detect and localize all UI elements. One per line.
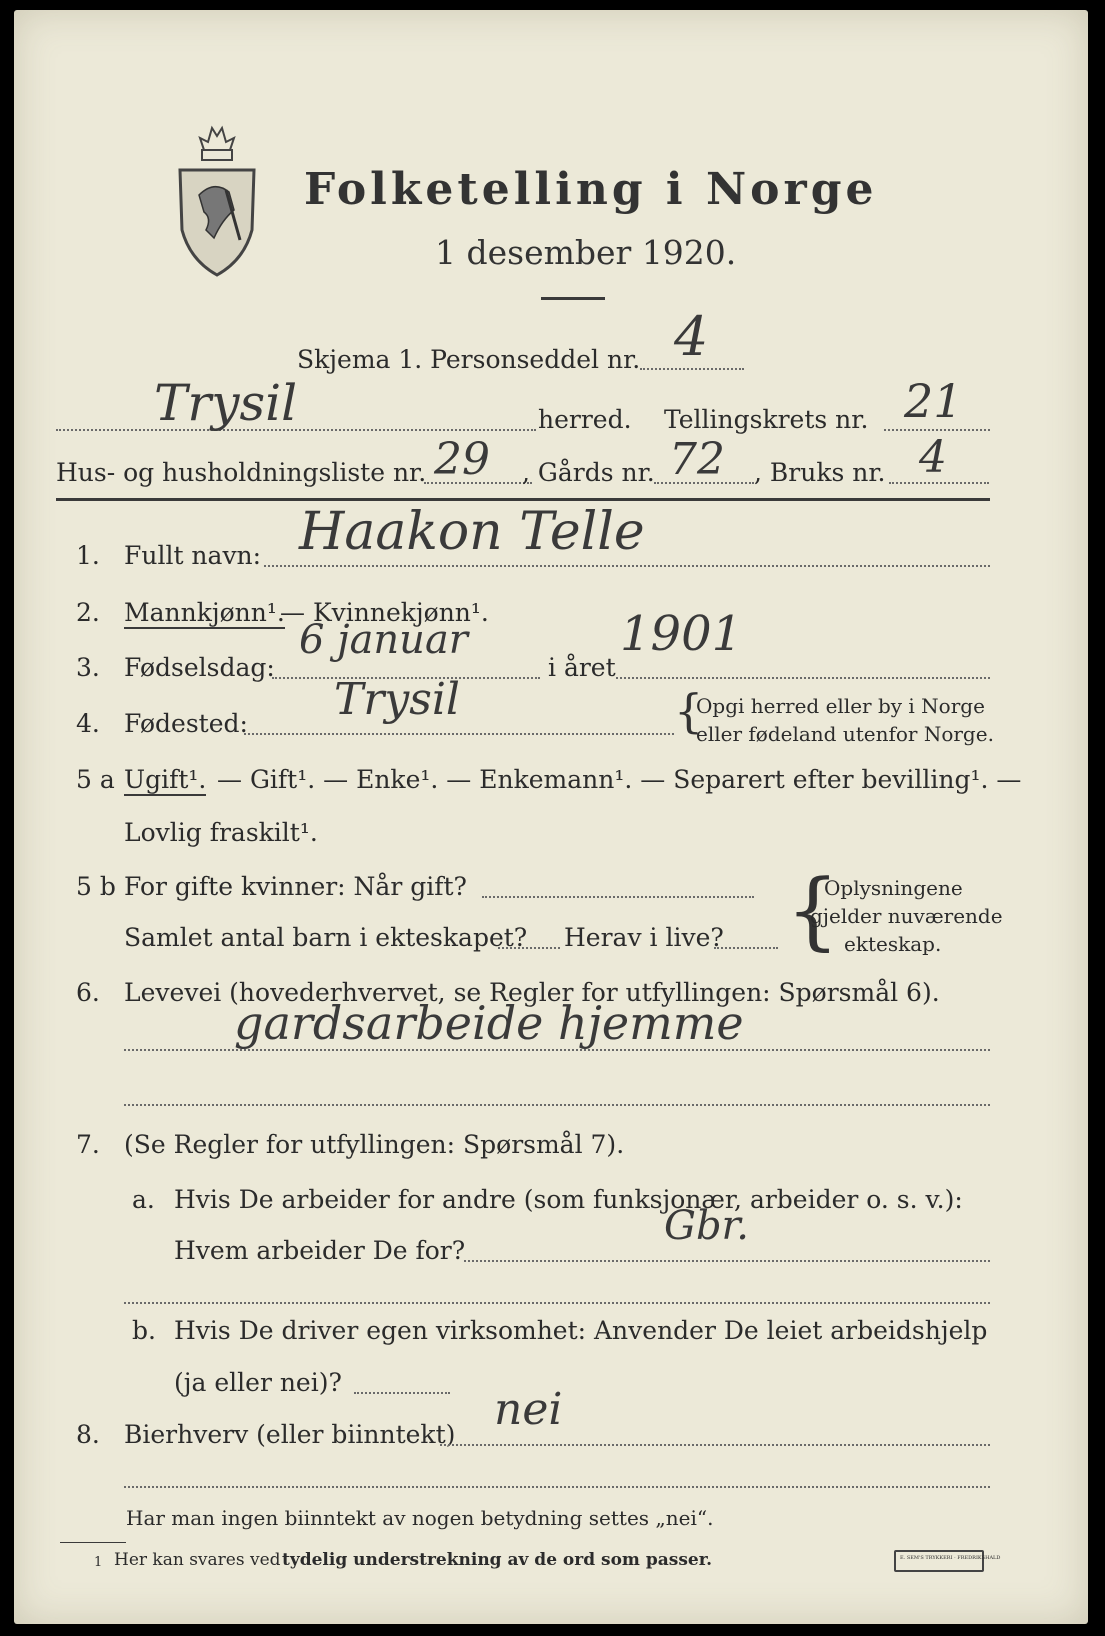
side-income-value: nei: [494, 1384, 563, 1435]
q5a-fraskilt: Lovlig fraskilt¹.: [124, 818, 318, 847]
census-form-sheet: [14, 10, 1088, 1624]
footnote-rule: [60, 1542, 126, 1543]
q8-label: Bierhverv (eller biinntekt): [124, 1420, 456, 1449]
q5b-nar-gift: For gifte kvinner: Når gift?: [124, 872, 467, 901]
herred-label: herred.: [538, 405, 632, 434]
q8-number: 8.: [76, 1420, 100, 1449]
footnote-bold-text: tydelig understrekning av de ord som passer.: [282, 1550, 713, 1570]
q5b-i-live-line: [714, 947, 778, 949]
q5b-antal-barn-line: [498, 947, 560, 949]
coat-of-arms-icon: [174, 120, 260, 280]
q7a-letter: a.: [132, 1185, 155, 1214]
q6-number: 6.: [76, 978, 100, 1007]
bruks-label: , Bruks nr.: [754, 458, 886, 487]
q5b-number: 5 b: [76, 872, 116, 901]
q1-line: [264, 565, 990, 567]
q7a-line-2: Hvem arbeider De for?: [174, 1236, 466, 1265]
q3-year-label: i året: [548, 653, 616, 682]
q5b-note-1: Oplysningene: [824, 876, 963, 900]
q2-number: 2.: [76, 598, 100, 627]
occupation-value: gardsarbeide hjemme: [234, 996, 744, 1050]
q5a-ugift: Ugift¹.: [124, 765, 207, 794]
bruks-value: 4: [919, 432, 947, 483]
birthyear-value: 1901: [620, 606, 743, 662]
q7b-line: [354, 1392, 450, 1394]
q4-brace: {: [674, 684, 704, 738]
census-date: 1 desember 1920.: [435, 233, 737, 272]
q1-label: Fullt navn:: [124, 541, 262, 570]
q5a-number: 5 a: [76, 765, 115, 794]
q7a-line: [464, 1260, 990, 1262]
q6-line-2: [124, 1104, 990, 1106]
header-separator: [56, 498, 990, 501]
hus-value: 29: [434, 434, 490, 485]
employer-value: Gbr.: [664, 1203, 749, 1249]
footer-note: Har man ingen biinntekt av nogen betydning settes „nei“.: [126, 1506, 714, 1530]
q2-mannkjonn: Mannkjønn¹.: [124, 598, 285, 627]
title-divider: [541, 297, 605, 300]
q2-kvinnekjonn: — Kvinnekjønn¹.: [280, 598, 489, 627]
tellingskrets-line: [884, 429, 990, 431]
form-title: Folketelling i Norge: [304, 164, 878, 215]
q4-note-2: eller fødeland utenfor Norge.: [696, 722, 994, 746]
q7b-letter: b.: [132, 1316, 156, 1345]
q5b-note-2: gjelder nuværende: [810, 904, 1003, 928]
personseddel-line: [640, 368, 744, 370]
q3-year-line: [616, 677, 990, 679]
tellingskrets-value: 21: [904, 374, 963, 428]
q5b-note-3: ekteskap.: [844, 932, 942, 956]
q7-label: (Se Regler for utfyllingen: Spørsmål 7).: [124, 1130, 625, 1159]
q6-label: Levevei (hovederhvervet, se Regler for utfyllingen: Spørsmål 6).: [124, 978, 940, 1007]
gards-value: 72: [669, 434, 725, 485]
q5a-options: — Gift¹. — Enke¹. — Enkemann¹. — Separert efter bevilling¹. —: [217, 765, 1022, 794]
printer-mark-text: E. SEM'S TRYKKERI · FREDRIKSHALD: [900, 1555, 1001, 1561]
q4-number: 4.: [76, 709, 100, 738]
q7a-line-1: Hvis De arbeider for andre (som funksjonær, arbeider o. s. v.):: [174, 1185, 963, 1214]
q3-number: 3.: [76, 653, 100, 682]
q8-line: [440, 1444, 990, 1446]
q5b-i-live: Herav i live?: [564, 923, 724, 952]
q5b-antal-barn: Samlet antal barn i ekteskapet?: [124, 923, 528, 952]
q8-extra-line: [124, 1486, 990, 1488]
q6-line-1: [124, 1049, 990, 1051]
q3-label: Fødselsdag:: [124, 653, 275, 682]
q1-number: 1.: [76, 541, 100, 570]
q4-line: [244, 733, 674, 735]
birthplace-value: Trysil: [334, 674, 460, 725]
q4-label: Fødested:: [124, 709, 248, 738]
gards-label: , Gårds nr.: [522, 458, 655, 487]
q5b-brace: {: [786, 861, 840, 959]
skjema-label: Skjema 1. Personseddel nr.: [297, 345, 641, 374]
q7b-line-1: Hvis De driver egen virksomhet: Anvender De leiet arbeidshjelp: [174, 1316, 988, 1345]
q5b-nar-gift-line: [482, 896, 754, 898]
q7a-extra-line: [124, 1302, 990, 1304]
birthdate-value: 6 januar: [299, 617, 468, 663]
full-name-value: Haakon Telle: [299, 502, 645, 562]
q7-number: 7.: [76, 1130, 100, 1159]
tellingskrets-label: Tellingskrets nr.: [664, 405, 869, 434]
q7b-line-2: (ja eller nei)?: [174, 1368, 342, 1397]
footnote-text: Her kan svares ved: [114, 1550, 281, 1570]
personseddel-value: 4: [674, 305, 709, 368]
footnote-number: 1: [94, 1555, 103, 1570]
herred-value: Trysil: [154, 374, 298, 432]
printer-mark: [894, 1550, 1001, 1572]
q4-note-1: Opgi herred eller by i Norge: [696, 694, 985, 718]
hus-label: Hus- og husholdningsliste nr.: [56, 458, 427, 487]
